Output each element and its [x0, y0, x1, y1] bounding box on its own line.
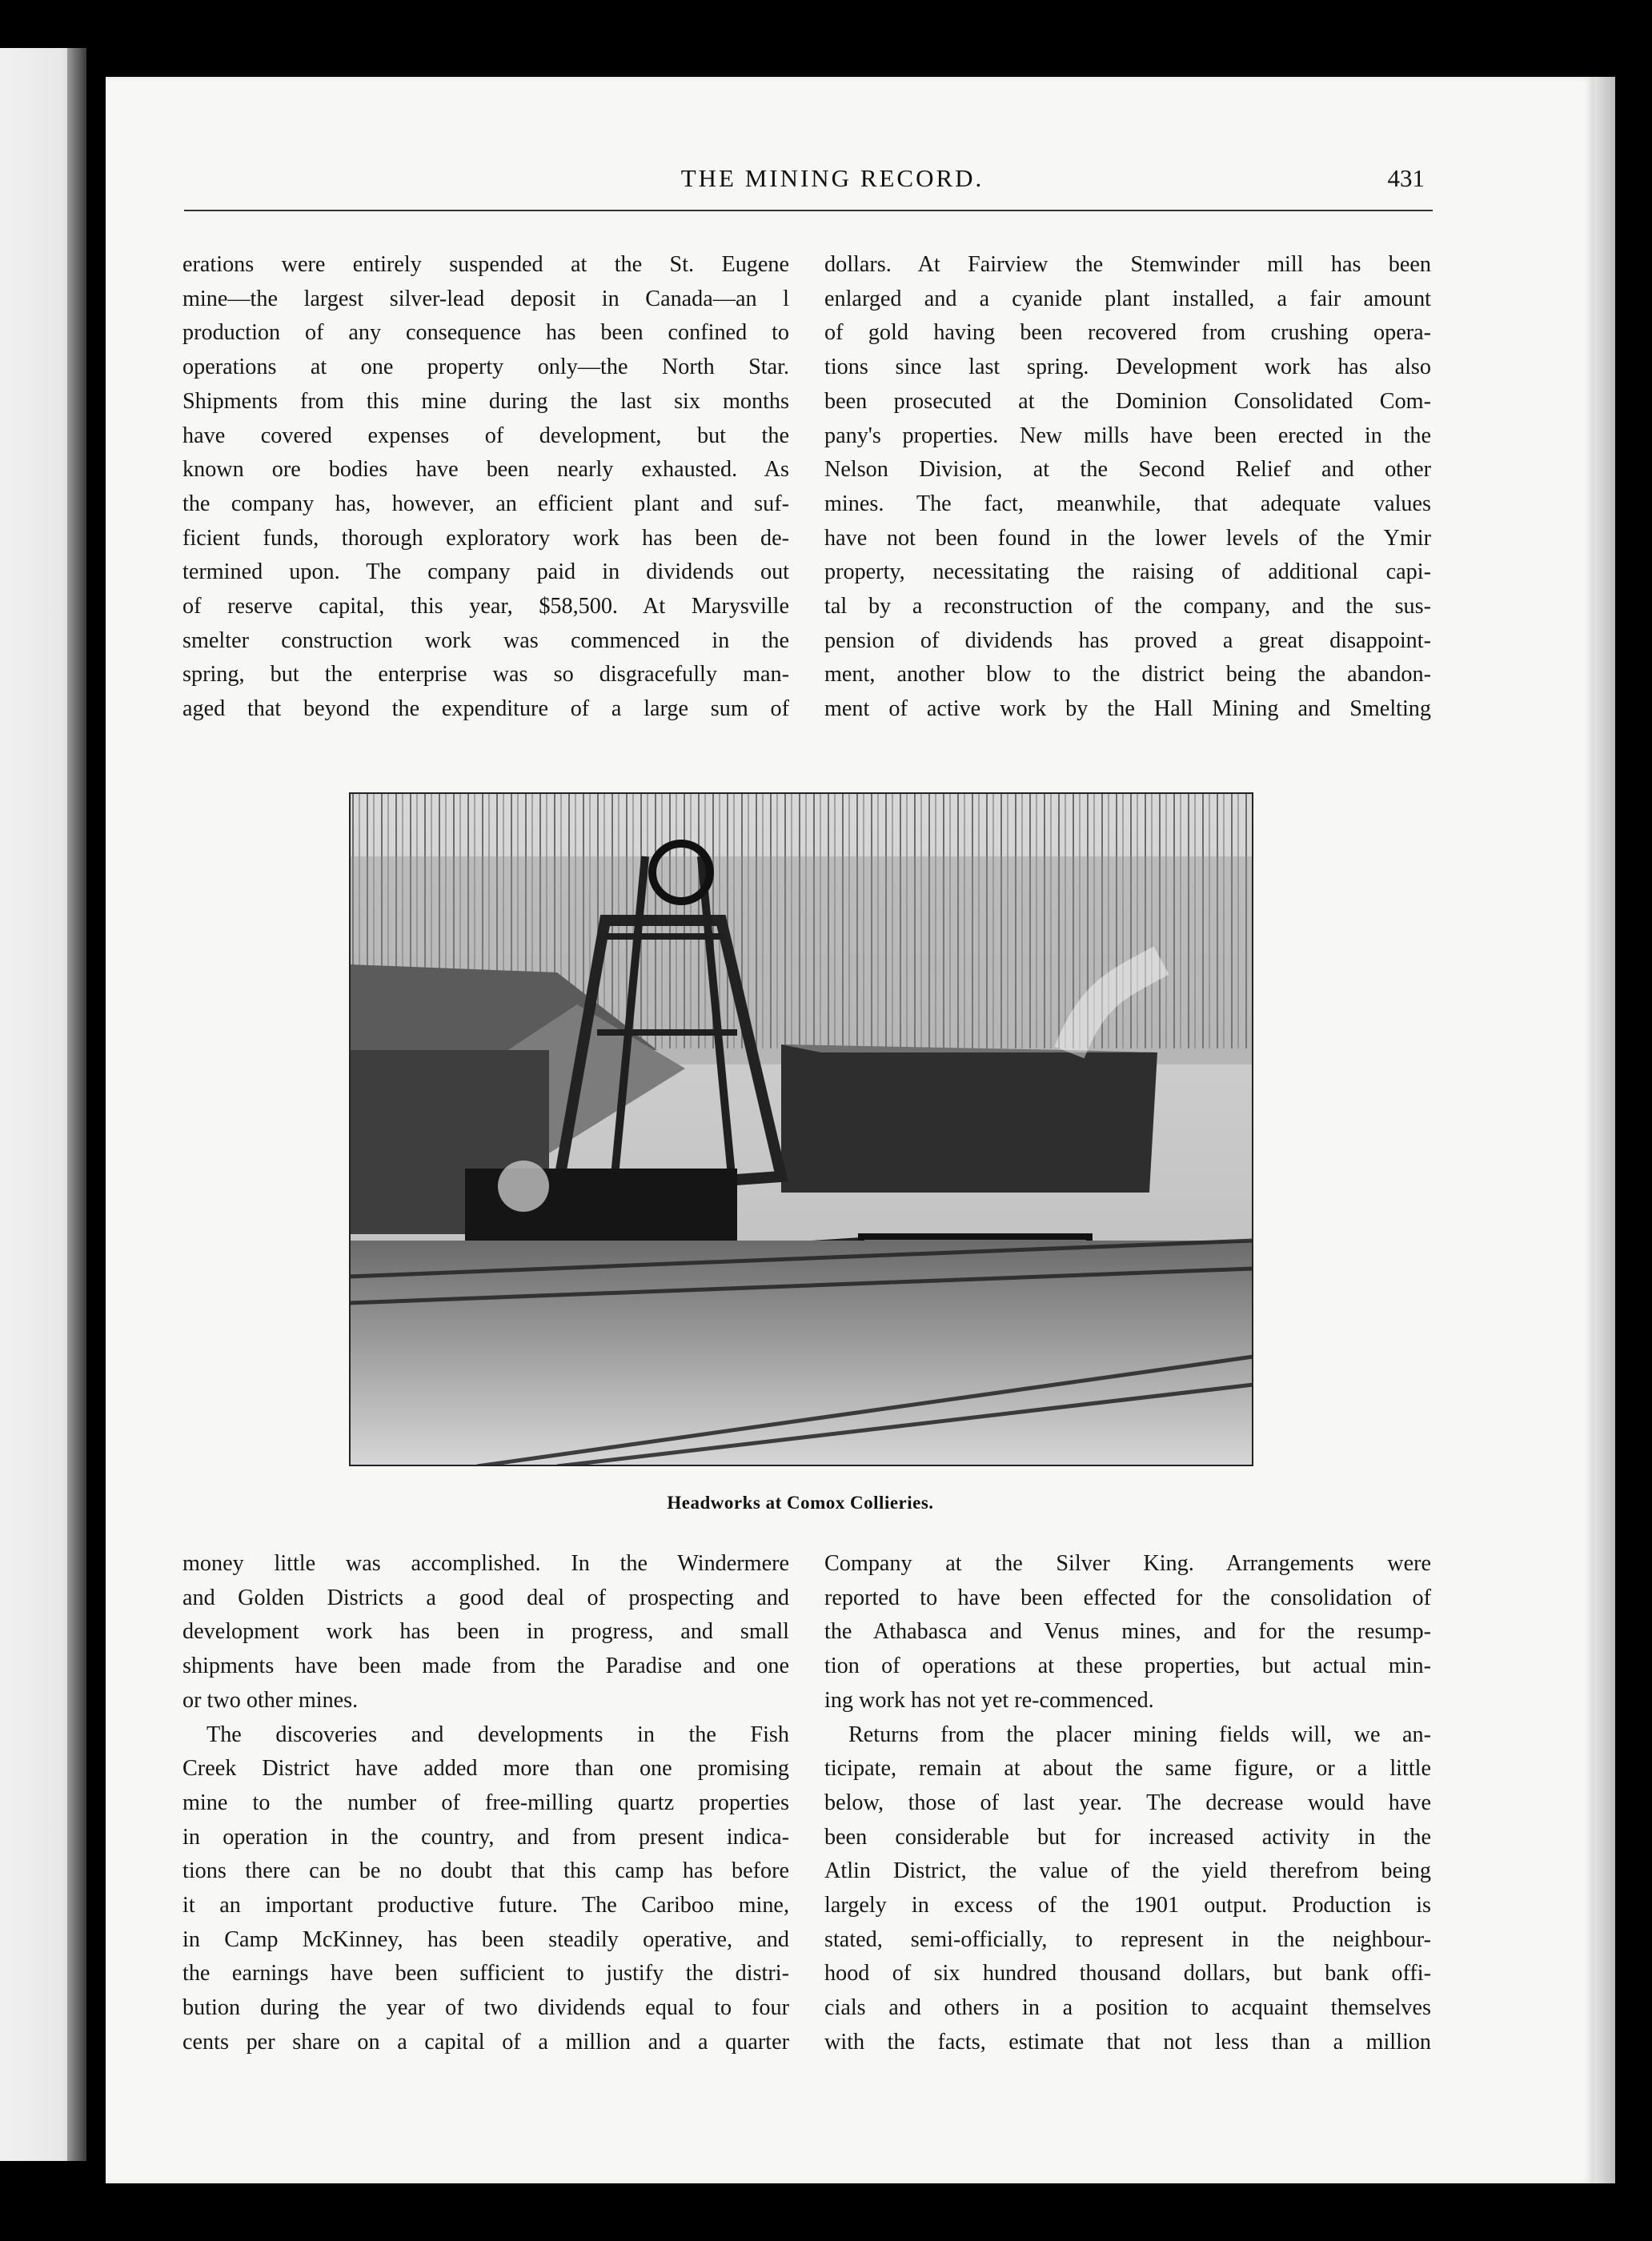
headworks-photograph	[349, 792, 1253, 1466]
text-line: the company has, however, an efficient plant and suf-	[182, 491, 789, 516]
left-page-edge	[0, 48, 86, 2161]
text-line: The discoveries and developments in the Fish	[206, 1722, 789, 1747]
text-line: production of any consequence has been confined to	[182, 320, 789, 346]
text-line: mine to the number of free-milling quartz properties	[182, 1790, 789, 1815]
text-line: termined upon. The company paid in dividends out	[182, 559, 789, 585]
text-line: smelter construction work was commenced in the	[182, 627, 789, 653]
text-line: operations at one property only—the North Star.	[182, 355, 789, 380]
column-bottom-left	[182, 1547, 789, 2060]
headworks-photograph-illustration	[349, 792, 1253, 1466]
text-line: mines. The fact, meanwhile, that adequate values	[824, 491, 1431, 516]
text-line: ticipate, remain at about the same figure, or a little	[824, 1756, 1431, 1782]
text-line: stated, semi-officially, to represent in the neighbour-	[824, 1926, 1431, 1952]
text-line: enlarged and a cyanide plant installed, a fair amount	[824, 286, 1431, 311]
text-line: have not been found in the lower levels of the Ymir	[824, 525, 1431, 551]
text-line: in operation in the country, and from present indica-	[182, 1824, 789, 1850]
text-line: property, necessitating the raising of additional capi-	[824, 559, 1431, 585]
text-line: money little was accomplished. In the Windermere	[182, 1551, 789, 1576]
text-line: the earnings have been sufficient to justify the distri-	[182, 1961, 789, 1986]
text-line: cials and others in a position to acquaint themselves	[824, 1995, 1431, 2021]
photo-caption: Headworks at Comox Collieries.	[667, 1493, 934, 1513]
text-line: in Camp McKinney, has been steadily operative, and	[182, 1926, 789, 1952]
text-line: been considerable but for increased activity in the	[824, 1824, 1431, 1850]
text-line: known ore bodies have been nearly exhausted. As	[182, 457, 789, 483]
header-rule	[184, 210, 1433, 211]
text-line: Returns from the placer mining fields will, we an-	[848, 1722, 1431, 1747]
text-line: bution during the year of two dividends equal to four	[182, 1995, 789, 2021]
text-line: pension of dividends has proved a great disappoint-	[824, 627, 1431, 653]
text-line: shipments have been made from the Paradise and one	[182, 1654, 789, 1679]
page-number: 431	[1387, 164, 1425, 192]
column-bottom-right	[824, 1547, 1431, 2060]
text-line: of reserve capital, this year, $58,500. At Marysville	[182, 594, 789, 619]
text-line: or two other mines.	[182, 1687, 359, 1713]
text-line: ing work has not yet re-commenced.	[824, 1687, 1154, 1713]
text-line: reported to have been effected for the consolidation of	[824, 1585, 1431, 1610]
column-top-left	[182, 248, 789, 727]
text-line: been prosecuted at the Dominion Consolidated Com-	[824, 388, 1431, 414]
text-line: erations were entirely suspended at the St. Eugene	[182, 252, 789, 277]
running-title: THE MINING RECORD.	[680, 164, 984, 192]
column-top-right	[824, 248, 1431, 727]
page-fore-edge	[1594, 77, 1615, 2183]
text-line: tions there can be no doubt that this camp has before	[182, 1858, 789, 1884]
text-line: hood of six hundred thousand dollars, but bank offi-	[824, 1961, 1431, 1986]
text-line: it an important productive future. The Cariboo mine,	[182, 1893, 789, 1918]
text-line: have covered expenses of development, but the	[182, 423, 789, 448]
text-line: Nelson Division, at the Second Relief and other	[824, 457, 1431, 483]
text-line: largely in excess of the 1901 output. Production is	[824, 1893, 1431, 1918]
text-line: ment of active work by the Hall Mining and Smelting	[824, 696, 1431, 722]
text-line: with the facts, estimate that not less than a million	[824, 2029, 1431, 2055]
text-line: ment, another blow to the district being the abandon-	[824, 662, 1431, 688]
text-line: of gold having been recovered from crushing opera-	[824, 320, 1431, 346]
text-line: pany's properties. New mills have been erected in the	[824, 423, 1431, 448]
text-line: below, those of last year. The decrease would have	[824, 1790, 1431, 1815]
text-line: spring, but the enterprise was so disgracefully man-	[182, 662, 789, 688]
text-line: Creek District have added more than one promising	[182, 1756, 789, 1782]
text-line: dollars. At Fairview the Stemwinder mill has been	[824, 252, 1431, 277]
text-line: Atlin District, the value of the yield therefrom being	[824, 1858, 1431, 1884]
text-line: tions since last spring. Development work has also	[824, 355, 1431, 380]
text-line: cents per share on a capital of a million and a quarter	[182, 2029, 789, 2055]
text-line: aged that beyond the expenditure of a large sum of	[182, 696, 789, 722]
text-line: development work has been in progress, and small	[182, 1619, 789, 1645]
text-line: ficient funds, thorough exploratory work has been de-	[182, 525, 789, 551]
text-line: the Athabasca and Venus mines, and for the resump-	[824, 1619, 1431, 1645]
text-line: Company at the Silver King. Arrangements were	[824, 1551, 1431, 1576]
text-line: mine—the largest silver-lead deposit in Canada—an l	[182, 286, 789, 311]
text-line: and Golden Districts a good deal of prospecting and	[182, 1585, 789, 1610]
text-line: Shipments from this mine during the last six months	[182, 388, 789, 414]
text-line: tion of operations at these properties, but actual min-	[824, 1654, 1431, 1679]
text-line: tal by a reconstruction of the company, and the sus-	[824, 594, 1431, 619]
